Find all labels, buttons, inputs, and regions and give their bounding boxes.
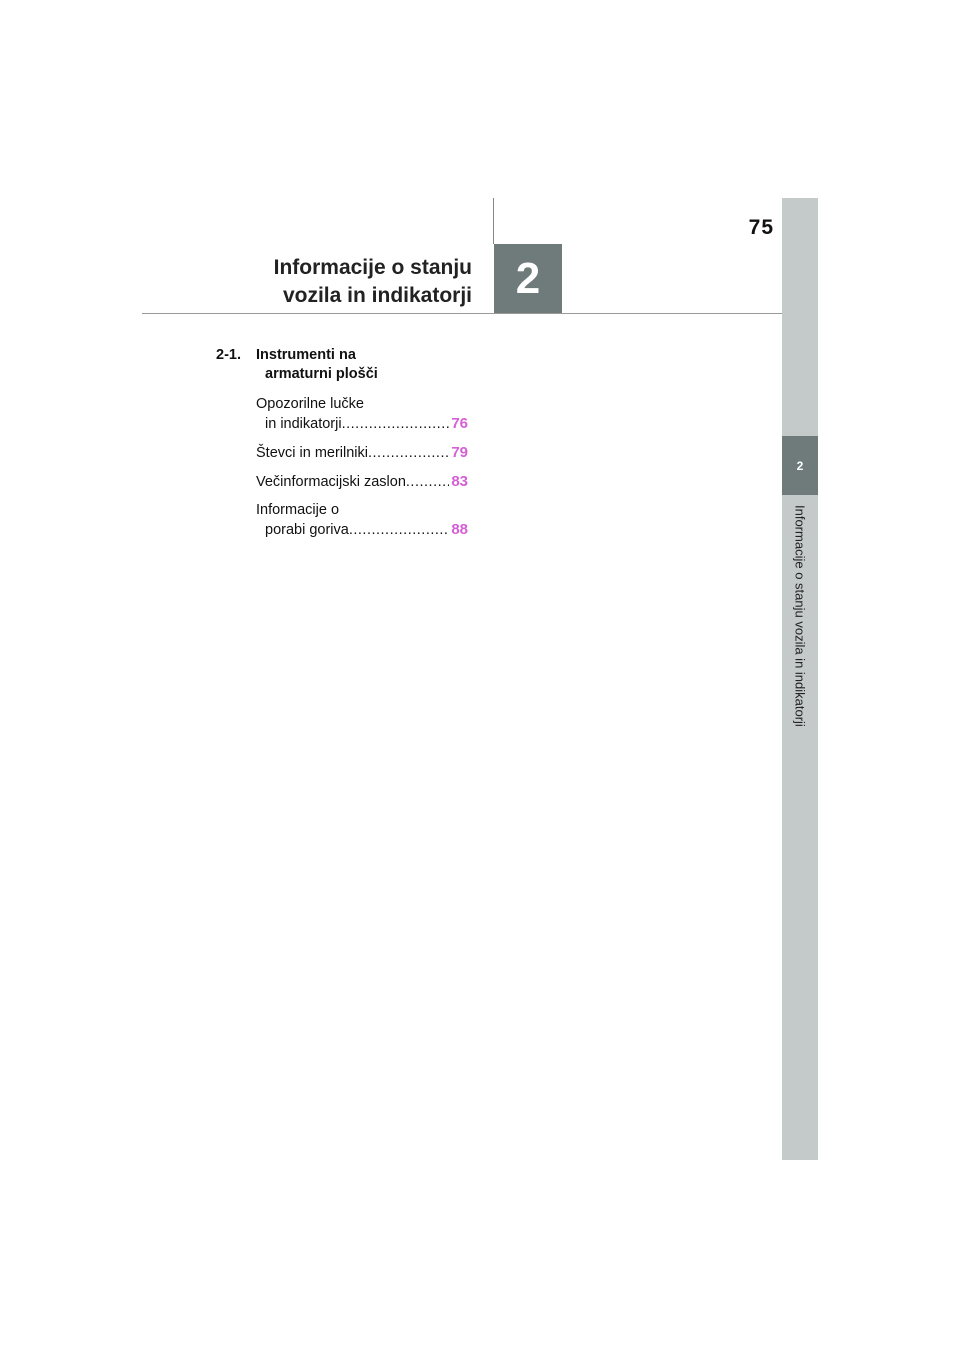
side-tab-label: Informacije o stanju vozila in indikatorji [792,505,808,727]
chapter-number-box: 2 [494,244,562,313]
toc-entry-title: Opozorilne lučke [256,396,364,412]
toc-entry[interactable] [216,395,468,434]
leader-dots [349,521,449,540]
toc-entry-title-cont: in indikatorji [265,416,342,432]
toc-page-link[interactable]: 83 [451,473,468,490]
chapter-title [200,254,472,310]
chapter-title-line-2: vozila in indikatorji [282,284,472,307]
toc-section-title-line-1: Instrumenti na [256,347,356,363]
chapter-title-line-1: Informacije o stanju [273,256,472,279]
leader-dots [368,444,449,463]
toc-page-link[interactable]: 79 [451,444,468,461]
toc-section-heading [216,346,468,384]
toc-entry-title-cont: porabi goriva [265,522,349,538]
toc-section-title-line-2: armaturni plošči [265,366,378,382]
toc-entry-title: Informacije o [256,502,340,518]
side-tab-active-chapter[interactable]: 2 [782,436,818,495]
toc-page-link[interactable]: 88 [451,521,468,538]
leader-dots [342,415,450,434]
toc-entry-title: Števci in merilniki [256,445,368,461]
page-number: 75 [748,216,774,239]
leader-dots [406,473,449,492]
table-of-contents [216,346,468,540]
toc-entry[interactable] [216,472,468,492]
toc-page-link[interactable]: 76 [451,415,468,432]
toc-section-number: 2-1. [216,347,241,363]
toc-entry-title: Večinformacijski zaslon [256,474,406,490]
header-vertical-rule [493,198,494,244]
toc-entry[interactable] [216,443,468,463]
toc-entry[interactable] [216,501,468,540]
header-horizontal-rule [142,313,782,314]
